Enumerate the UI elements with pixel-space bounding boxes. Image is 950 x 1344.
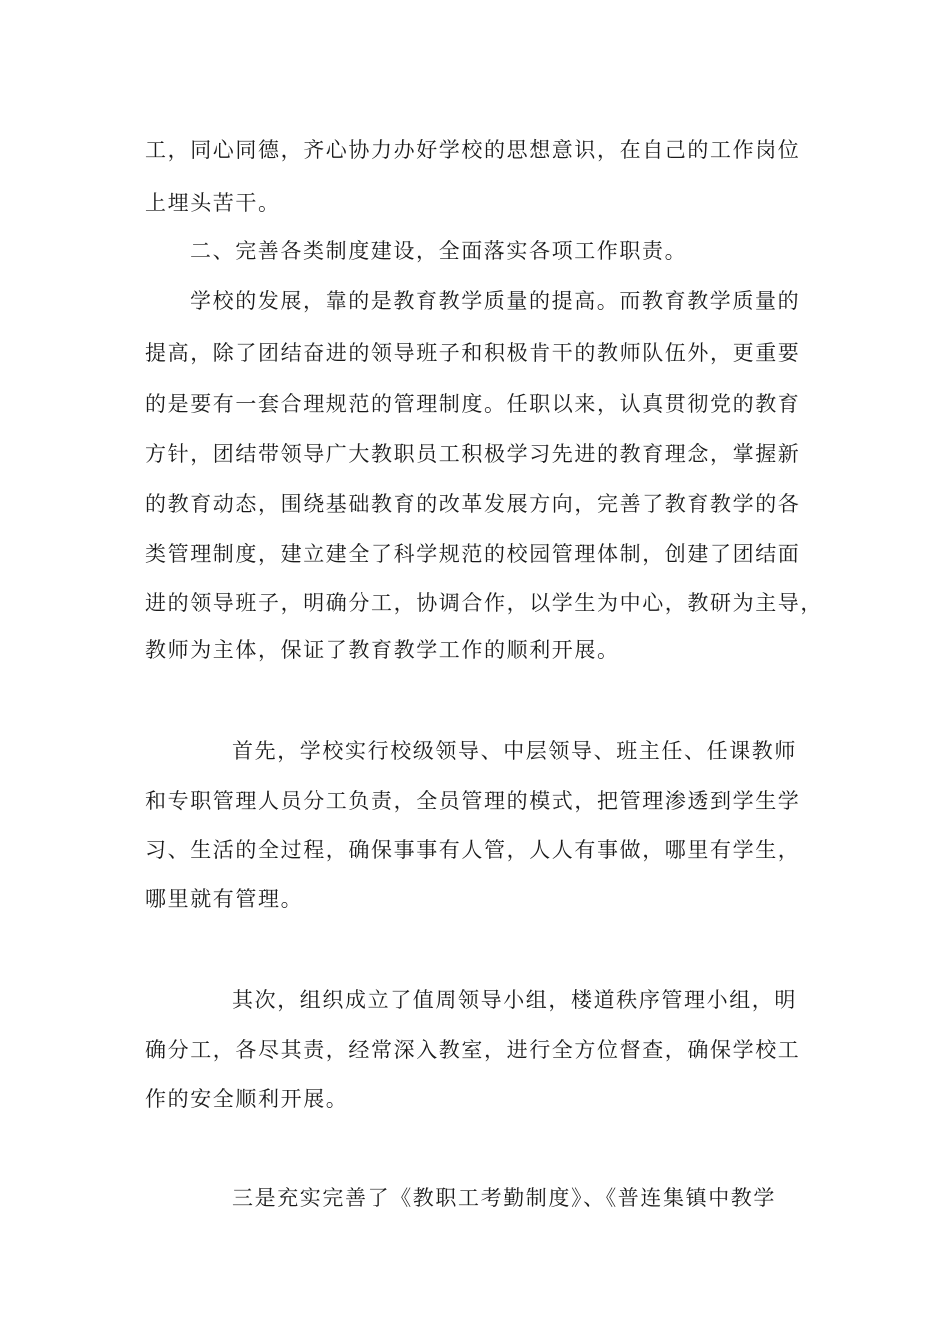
paragraph-line: 作的安全顺利开展。 (145, 1087, 349, 1111)
paragraph-line: 教师为主体，保证了教育教学工作的顺利开展。 (145, 638, 620, 662)
paragraph-line: 哪里就有管理。 (145, 887, 304, 911)
paragraph-line: 工，同心同德，齐心协力办好学校的思想意识，在自己的工作岗位 (145, 138, 801, 162)
paragraph-line: 其次，组织成立了值周领导小组，楼道秩序管理小组，明 (232, 988, 797, 1012)
paragraph-line: 学校的发展，靠的是教育教学质量的提高。而教育教学质量的 (190, 289, 801, 313)
paragraph-line: 首先，学校实行校级领导、中层领导、班主任、任课教师 (232, 739, 797, 763)
paragraph-line: 类管理制度，建立建全了科学规范的校园管理体制，创建了团结面 (145, 542, 801, 566)
paragraph-line: 方针，团结带领导广大教职员工积极学习先进的教育理念，掌握新 (145, 442, 801, 466)
paragraph-line: 的教育动态，围绕基础教育的改革发展方向，完善了教育教学的各 (145, 492, 801, 516)
paragraph-line: 三是充实完善了《教职工考勤制度》、《普连集镇中教学 (232, 1186, 776, 1210)
paragraph-line: 的是要有一套合理规范的管理制度。任职以来，认真贯彻党的教育 (145, 392, 801, 416)
paragraph-line: 进的领导班子，明确分工，协调合作，以学生为中心，教研为主导， (145, 591, 823, 615)
paragraph-line: 提高，除了团结奋进的领导班子和积极肯干的教师队伍外，更重要 (145, 341, 801, 365)
paragraph-line: 和专职管理人员分工负责，全员管理的模式，把管理渗透到学生学 (145, 789, 801, 813)
paragraph-line: 确分工，各尽其责，经常深入教室，进行全方位督查，确保学校工 (145, 1038, 801, 1062)
paragraph-line: 上埋头苦干。 (145, 191, 281, 215)
paragraph-line: 习、生活的全过程，确保事事有人管，人人有事做，哪里有学生， (145, 838, 801, 862)
section-heading: 二、完善各类制度建设，全面落实各项工作职责。 (190, 239, 688, 263)
